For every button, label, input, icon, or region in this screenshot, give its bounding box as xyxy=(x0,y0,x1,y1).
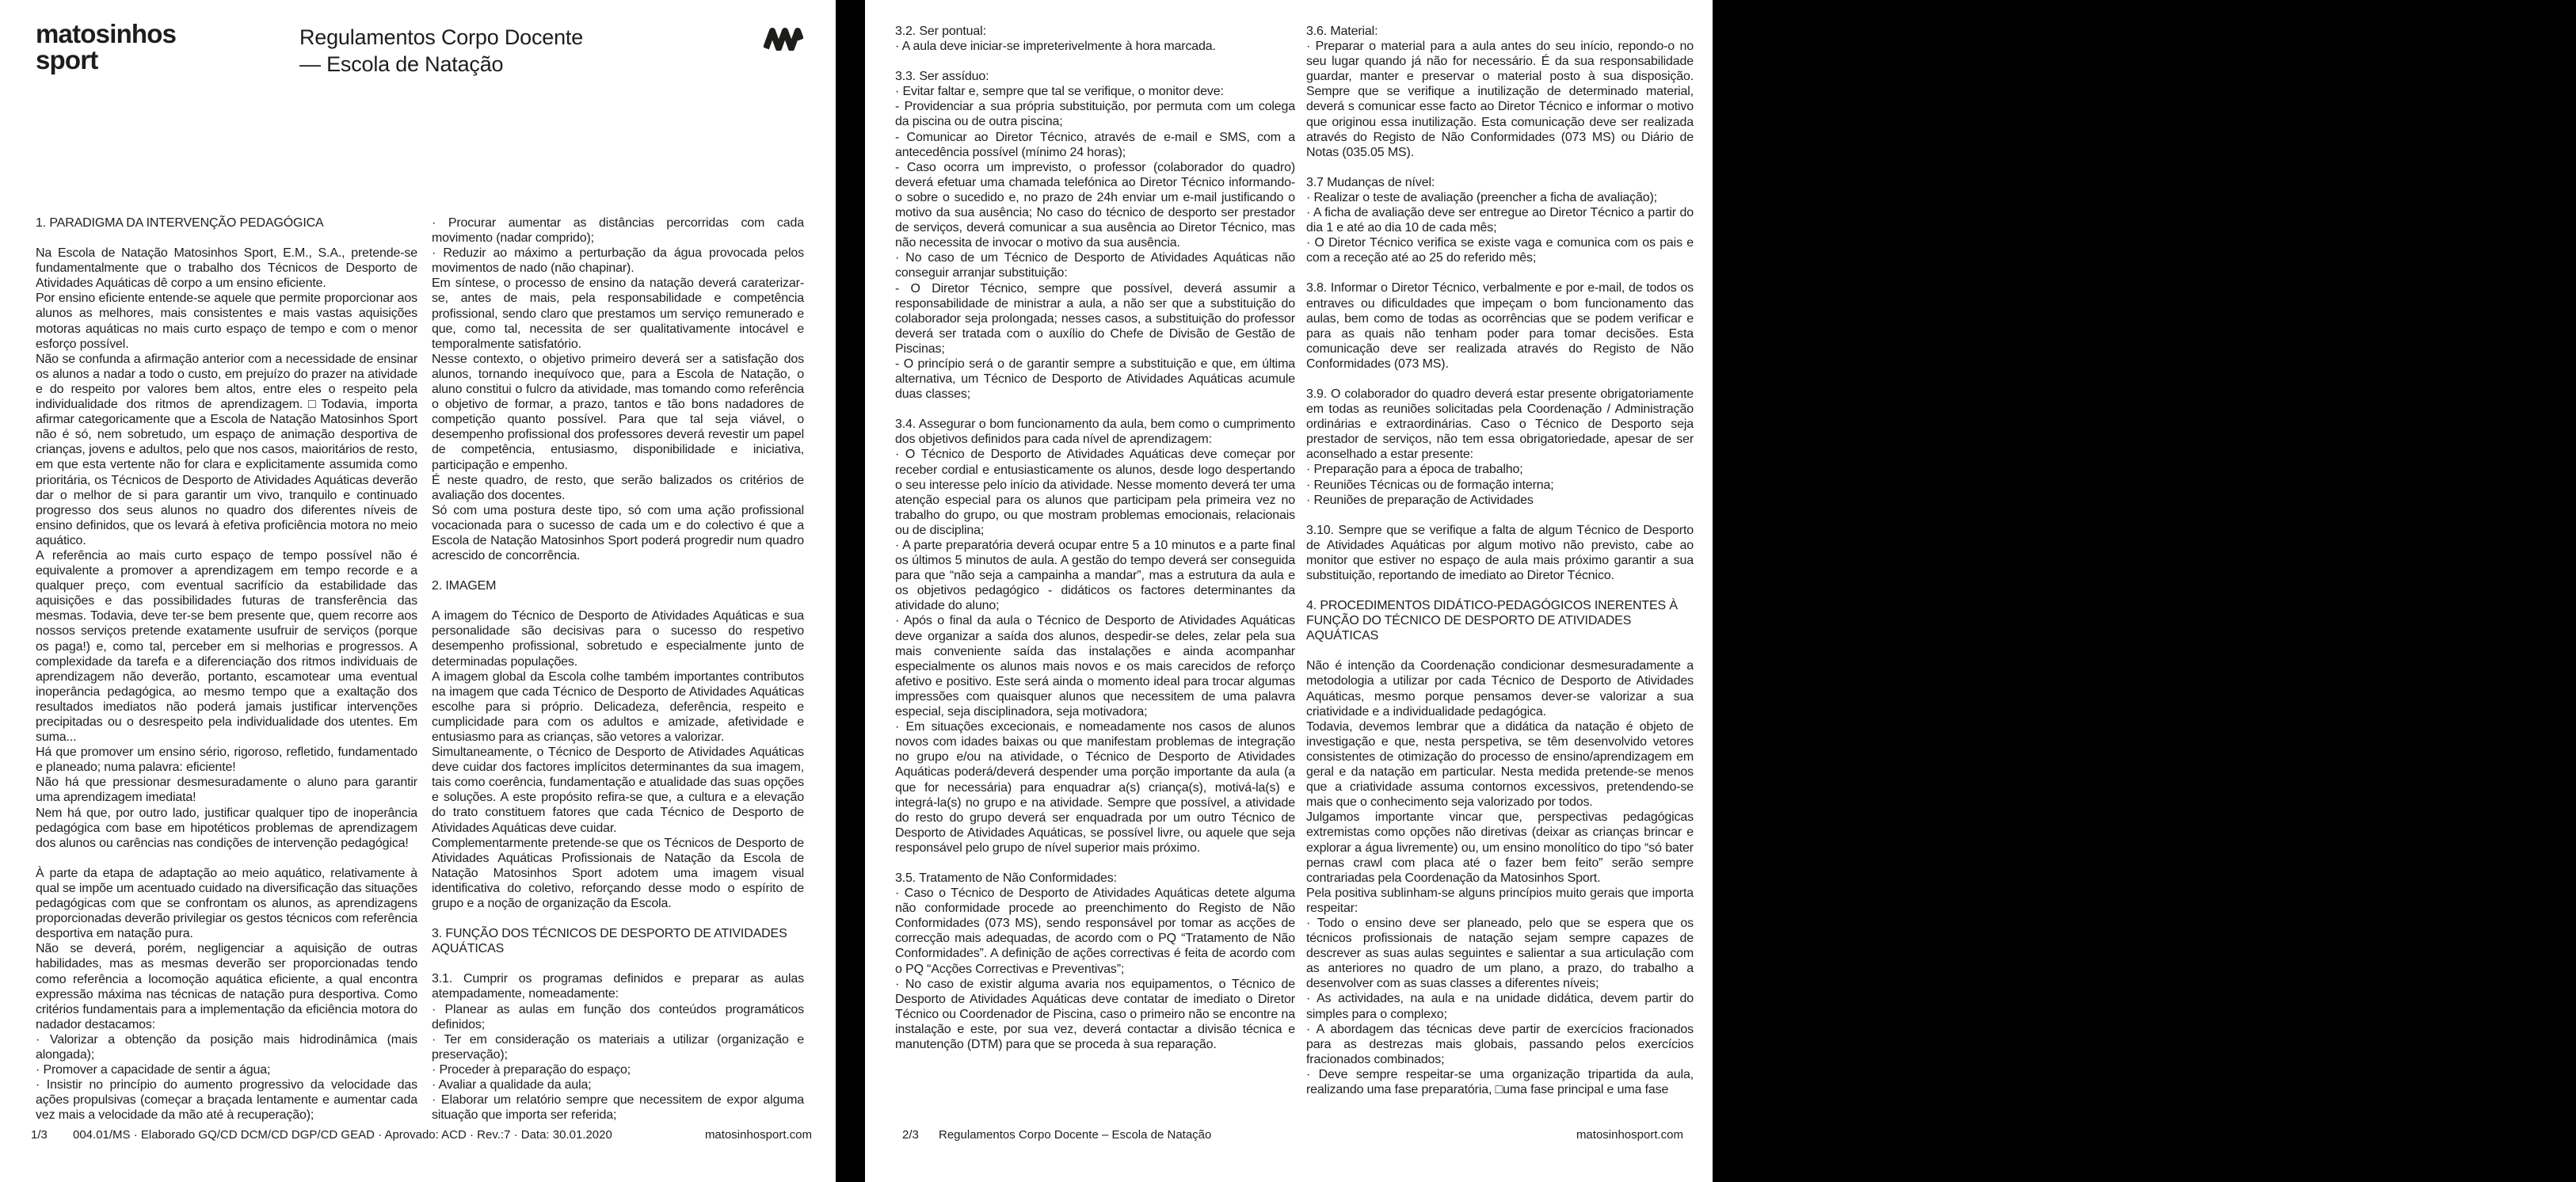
matosinhos-sport-wordmark xyxy=(36,21,176,73)
spacer xyxy=(432,563,804,578)
paragraph: · Todo o ensino deve ser planeado, pelo que se espera que os técnicos profissionais de natação sejam sempre capazes de descrever as suas aulas seguintes e salientar a sua articulação com as anteriores no quadro de um plano, a prazo, do trabalho a desenvolver com as suas classes a diferentes níveis; xyxy=(1306,916,1694,991)
paragraph: 3.9. O colaborador do quadro deverá estar presente obrigatoriamente em todas as reuniões solicitadas pela Coordenação / Administração ordinárias e extraordinárias. Caso o Técnico de Desporto seja prestador de serviços, não tem essa obrigatoriedade, apesar de ser aconselhado a estar presente: xyxy=(1306,387,1694,462)
page1-column-2 xyxy=(432,215,804,1123)
section-heading: 4. PROCEDIMENTOS DIDÁTICO-PEDAGÓGICOS INERENTES À FUNÇÃO DO TÉCNICO DE DESPORTO DE ATIVIDADES AQUÁTICAS xyxy=(1306,599,1678,643)
paragraph: · Após o final da aula o Técnico de Desporto de Atividades Aquáticas deve organizar a saída dos alunos, despedir-se deles, zelar pela sua mais conveniente saída das instalações e ainda acompanhar especialmente os alunos mais novos e os mais carecidos de reforço afetivo e positivo. Este será ainda o momento ideal para trocar algumas impressões com quaisquer alunos que necessitem de uma palavra especial, seja disciplinadora, seja motivadora; xyxy=(895,614,1295,719)
page-1 xyxy=(0,0,836,1182)
document-title xyxy=(299,24,583,78)
paragraph: 3.7 Mudanças de nível: xyxy=(1306,175,1435,189)
paragraph: · O Diretor Técnico verifica se existe vaga e comunica com os pais e com a receção até ao 25 do referido mês; xyxy=(1306,236,1694,265)
matosinhos-m-zigzag-icon xyxy=(764,27,803,51)
spacer xyxy=(1306,265,1694,280)
paragraph: · Promover a capacidade de sentir a água; xyxy=(36,1063,271,1077)
paragraph: Nem há que, por outro lado, justificar qualquer tipo de inoperância pedagógica com base em hipotéticos problemas de aprendizagem dos alunos ou carências nas condições de intervenção pedagógica! xyxy=(36,806,417,850)
paragraph: Simultaneamente, o Técnico de Desporto de Atividades Aquáticas deve cuidar dos factores implícitos determinantes da sua imagem, tais como coerência, fundamentação e atualidade das suas opções e soluções. A este propósito refira-se que, a cultura e a elevação do trato constituem fatores que cada Técnico de Desporto de Atividades Aquáticas deve cuidar. xyxy=(432,745,804,835)
paragraph: A referência ao mais curto espaço de tempo possível não é equivalente a promover a aprendizagem em tempo recorde e a qualquer preço, com eventual sacrifício da estabilidade das aquisições e das possibilidades futuras de transferência das mesmas. Todavia, deve ter-se bem presente que, quem recorre aos nossos serviços pretende exatamente usufruir de serviços (porque os paga!) e, como tal, perceber em si melhorias e progressos. A complexidade da tarefa e a diferenciação dos ritmos individuais de aprendizagem não deverão, portanto, escamotear uma eventual inoperância pedagógica, ao mesmo tempo que a exaltação dos resultados imediatos não poderá jamais justificar intervenções precipitadas ou o desrespeito pela individualidade dos utentes. Em suma... xyxy=(36,548,417,745)
page1-footer-info: 004.01/MS · Elaborado GQ/CD DCM/CD DGP/CD GEAD · Aprovado: ACD · Rev.:7 · Data: 30.01.2020 xyxy=(73,1128,612,1142)
paragraph: · Procurar aumentar as distâncias percorridas com cada movimento (nadar comprido); xyxy=(432,216,804,246)
paragraph: · No caso de existir alguma avaria nos equipamentos, o Técnico de Desporto de Atividades Aquáticas deve contatar de imediato o Diretor Técnico ou Coordenador de Piscina, caso o primeiro não se encontre na instalação e este, por sua vez, deverá contactar a divisão técnica e manutenção (DTM) para que se proceda à sua reparação. xyxy=(895,977,1295,1051)
paragraph: É neste quadro, de resto, que serão balizados os critérios de avaliação dos docentes. xyxy=(432,473,804,502)
spacer xyxy=(1306,583,1694,598)
section-heading: 3. FUNÇÃO DOS TÉCNICOS DE DESPORTO DE ATIVIDADES AQUÁTICAS xyxy=(432,927,787,956)
paragraph: · Reuniões Técnicas ou de formação interna; xyxy=(1306,478,1554,492)
paragraph: · Insistir no princípio do aumento progressivo da velocidade das ações propulsivas (começar a braçada lentamente e aumentar cada vez mais a velocidade da mão até à recuperação); xyxy=(36,1078,417,1123)
paragraph: · Proceder à preparação do espaço; xyxy=(432,1062,631,1077)
paragraph: · Avaliar a qualidade da aula; xyxy=(432,1077,592,1092)
paragraph: Complementarmente pretende-se que os Técnicos de Desporto de Atividades Aquáticas Profissionais de Natação da Escola de Natação Matosinhos Sport adotem uma imagem visual identificativa do coletivo, reforçando desse modo o espírito de grupo e a noção de organização da Escola. xyxy=(432,836,804,911)
paragraph: 3.4. Assegurar o bom funcionamento da aula, bem como o cumprimento dos objetivos definidos para cada nível de aprendizagem: xyxy=(895,418,1295,447)
paragraph: - O princípio será o de garantir sempre a substituição e que, em última alternativa, um Técnico de Desporto de Atividades Aquáticas acumule duas classes; xyxy=(895,357,1295,402)
paragraph: Só com uma postura deste tipo, só com uma ação profissional vocacionada para o sucesso de cada um e do colectivo é que a Escola de Natação Matosinhos Sport poderá progredir num quadro acrescido de concorrência. xyxy=(432,503,804,563)
paragraph: Nesse contexto, o objetivo primeiro deverá ser a satisfação dos alunos, tornando inequívoco que, para a Escola de Natação, o aluno constitui o fulcro da atividade, mas tomando como referência o objetivo de formar, a prazo, tantos e tão bons nadadores de competição quanto possível. Para que tal seja viável, o desempenho profissional dos professores deverá revestir um papel de competência, entusiasmo, disponibilidade e iniciativa, participação e empenho. xyxy=(432,352,804,472)
page2-page-number: 2/3 xyxy=(902,1128,919,1142)
paragraph: · Reuniões de preparação de Actividades xyxy=(1306,493,1534,507)
page2-body xyxy=(895,24,1694,1097)
brand-line-1: matosinhos xyxy=(36,19,177,48)
paragraph: A imagem do Técnico de Desporto de Atividades Aquáticas e sua personalidade são decisivas para o sucesso do respetivo desempenho profissional, sobretudo e especialmente junto de determinadas populações. xyxy=(432,609,804,669)
paragraph: · Elaborar um relatório sempre que necessitem de expor alguma situação que importa ser referida; xyxy=(432,1093,804,1123)
spacer xyxy=(432,956,804,971)
page2-column-1 xyxy=(895,24,1295,1097)
paragraph: 3.10. Sempre que se verifique a falta de algum Técnico de Desporto de Atividades Aquáticas por algum motivo não previsto, cabe ao monitor que estiver no espaço de aula mais próximo garantir a sua substituição, reportando de imediato ao Diretor Técnico. xyxy=(1306,523,1694,582)
paragraph: · Em situações excecionais, e nomeadamente nos casos de alunos novos com idades baixas ou que manifestam problemas de integração no grupo e/ou na atividade, o Técnico de Desporto de Atividades Aquáticas poderá/deverá despender uma porção importante da aula (a que for necessária) para enquadrar a(s) criança(s), motivá-la(s) e integrá-la(s) no grupo e na atividade. Sempre que possível, a atividade do resto do grupo deverá ser enquadrada por um outro Técnico de Desporto de Atividades Aquáticas, se possível livre, ou aquele que seja responsável pelo grupo de nível superior mais próximo. xyxy=(895,720,1295,855)
paragraph: 3.3. Ser assíduo: xyxy=(895,70,989,84)
paragraph: · Ter em consideração os materiais a utilizar (organização e preservação); xyxy=(432,1032,804,1062)
page-2 xyxy=(865,0,1713,1182)
paragraph: · A ficha de avaliação deve ser entregue ao Diretor Técnico a partir do dia 1 e até ao dia 10 de cada mês; xyxy=(1306,206,1694,235)
paragraph: 3.1. Cumprir os programas definidos e preparar as aulas atempadamente, nomeadamente: xyxy=(432,972,804,1001)
paragraph: - Comunicar ao Diretor Técnico, através de e-mail e SMS, com a antecedência possível (mínimo 24 horas); xyxy=(895,130,1295,159)
paragraph: · As actividades, na aula e na unidade didática, devem partir do simples para o complexo; xyxy=(1306,992,1694,1021)
paragraph: · A parte preparatória deverá ocupar entre 5 a 10 minutos e a parte final os últimos 5 minutos de aula. A gestão do tempo deverá ser conseguida para que “não seja a campainha a mandar”, mas a estrutura da aula e os objetivos pedagógico - didáticos os factores determinantes da atividade do aluno; xyxy=(895,539,1295,613)
paragraph: Todavia, devemos lembrar que a didática da natação é objeto de investigação e que, nesta perspetiva, se têm desenvolvido vetores consistentes de otimização do processo de ensino/aprendizagem em geral e da natação em particular. Nesta medida pretende-se menos que a criatividade assuma contornos excessivos, pretendendo-se mais que o conhecimento seja valorizado por todos. xyxy=(1306,719,1694,810)
page2-footer-info: Regulamentos Corpo Docente – Escola de Natação xyxy=(939,1128,1212,1142)
document-title-line1: Regulamentos Corpo Docente xyxy=(299,25,584,49)
spacer xyxy=(36,231,417,246)
paragraph: · O Técnico de Desporto de Atividades Aquáticas deve começar por receber cordial e entusiasticamente os alunos, desde logo despertando o seu interesse pelo início da atividade. Nesse momento deverá ter uma atenção especial para os alunos que participam pela primeira vez no trabalho do grupo, ou que mostram problemas emocionais, relacionais ou de disciplina; xyxy=(895,448,1295,537)
paragraph: - Caso ocorra um imprevisto, o professor (colaborador do quadro) deverá efetuar uma chamada telefónica ao Diretor Técnico informando-o sobre o sucedido e, no prazo de 24h enviar um e-mail justificando o motivo da sua ausência; No caso do técnico de desporto ser prestador de serviços, deverá comunicar a sua ausência ao Diretor Técnico, mas não necessita de invocar o motivo da sua ausência. xyxy=(895,160,1295,250)
paragraph: Não há que pressionar desmesuradamente o aluno para garantir uma aprendizagem imediata! xyxy=(36,776,417,805)
paragraph: Não é intenção da Coordenação condicionar desmesuradamente a metodologia a utilizar por cada Técnico de Desporto de Atividades Aquáticas, mesmo porque pensamos dever-se valorizar a sua criatividade e a individualidade pedagógica. xyxy=(1306,659,1694,719)
section-heading: 1. PARADIGMA DA INTERVENÇÃO PEDAGÓGICA xyxy=(36,216,324,230)
paragraph: · No caso de um Técnico de Desporto de Atividades Aquáticas não conseguir arranjar substituição: xyxy=(895,251,1295,280)
brand-line-2: sport xyxy=(36,45,98,74)
paragraph: 3.8. Informar o Diretor Técnico, verbalmente e por e-mail, de todos os entraves ou dificuldades que impeçam o bom funcionamento das aulas, bem como de todas as ocorrências que se podem verificar e para as quais não tenham poder para tomar decisões. Esta comunicação deve ser realizada através do Registo de Não Conformidades (073 MS). xyxy=(1306,281,1694,371)
paragraph: · Deve sempre respeitar-se uma organização tripartida da aula, realizando uma fase preparatória, □uma fase principal e uma fase xyxy=(1306,1067,1694,1096)
paragraph: A imagem global da Escola colhe também importantes contributos na imagem que cada Técnico de Desporto de Atividades Aquáticas escolhe para si próprio. Delicadeza, deferência, respeito e cumplicidade para com os adultos e amizade, afetividade e entusiasmo para as crianças, são vetores a valorizar. xyxy=(432,669,804,744)
paragraph: À parte da etapa de adaptação ao meio aquático, relativamente à qual se impõe um acentuado cuidado na diversificação das situações pedagógicas com que se confrontam os alunos, as aprendizagens proporcionadas deverão privilegiar os gestos técnicos com referência desportiva em natação pura. xyxy=(36,866,417,941)
paragraph: Por ensino eficiente entende-se aquele que permite proporcionar aos alunos as melhores, mais consistentes e mais vastas aquisições motoras aquáticas no mais curto espaço de tempo e com o menor esforço possível. xyxy=(36,292,417,351)
paragraph: Pela positiva sublinham-se alguns princípios muito gerais que importa respeitar: xyxy=(1306,886,1694,915)
paragraph: 3.5. Tratamento de Não Conformidades: xyxy=(895,871,1117,885)
paragraph: Não se deverá, porém, negligenciar a aquisição de outras habilidades, mas as mesmas deverão ser proporcionadas tendo como referência a locomoção aquática eficiente, a qual encontra expressão máxima nas técnicas de natação pura desportiva. Como critérios fundamentais para a implementação da eficiência motora do nadador destacamos: xyxy=(36,942,417,1031)
paragraph: · Valorizar a obtenção da posição mais hidrodinâmica (mais alongada); xyxy=(36,1032,417,1062)
paragraph: Há que promover um ensino sério, rigoroso, refletido, fundamentado e planeado; numa palavra: eficiente! xyxy=(36,745,417,775)
spacer xyxy=(36,851,417,866)
spacer xyxy=(895,402,1295,417)
paragraph: 3.2. Ser pontual: xyxy=(895,25,986,38)
page1-page-number: 1/3 xyxy=(31,1128,48,1142)
paragraph: Não se confunda a afirmação anterior com a necessidade de ensinar os alunos a nadar a todo o custo, em prejuízo do prazer na atividade e do respeito por valores bem altos, entre eles o respeito pela individualidade dos ritmos de aprendizagem.□Todavia, importa afirmar categoricamente que a Escola de Natação Matosinhos Sport não é só, nem sobretudo, um espaço de animação desportiva de crianças, jovens e adultos, pelo que nos casos, maioritários de resto, em que esta vertente não for clara e explicitamente assumida como prioritária, os Técnicos de Desporto de Atividades Aquáticas deverão dar o melhor de si para garantir um vivo, tranquilo e continuado progresso dos seus alunos no quadro dos diferentes níveis de ensino definidos, que os levará à efetiva proficiência motora no meio aquático. xyxy=(36,352,417,547)
paragraph: 3.6. Material: xyxy=(1306,25,1378,38)
paragraph: Em síntese, o processo de ensino da natação deverá caraterizar-se, antes de mais, pela responsabilidade e competência profissional, sendo claro que prestamos um serviço remunerado e que, como tal, necessita de ser qualitativamente intocável e temporalmente satisfatório. xyxy=(432,276,804,351)
paragraph: · A abordagem das técnicas deve partir de exercícios fracionados para as destrezas mais globais, passando pelos exercícios fracionados combinados; xyxy=(1306,1022,1694,1066)
paragraph: · Preparação para a época de trabalho; xyxy=(1306,463,1523,477)
paragraph: · Realizar o teste de avaliação (preencher a ficha de avaliação); xyxy=(1306,190,1657,204)
page2-footer-website: matosinhosport.com xyxy=(1576,1128,1683,1142)
spacer xyxy=(432,593,804,608)
page2-column-2 xyxy=(1306,24,1694,1097)
spacer xyxy=(895,54,1295,69)
paragraph: · Planear as aulas em função dos conteúdos programáticos definidos; xyxy=(432,1002,804,1031)
paragraph: · Reduzir ao máximo a perturbação da água provocada pelos movimentos de nado (não chapinar). xyxy=(432,246,804,276)
paragraph: Julgamos importante vincar que, perspectivas pedagógicas extremistas como opções não diretivas (deixar as crianças brincar e explorar a água livremente) ou, um ensino monolítico do tipo “só bater pernas crawl com placa até o fazer bem feito” serão sempre contrariadas pela Coordenação da Matosinhos Sport. xyxy=(1306,810,1694,885)
spacer xyxy=(1306,160,1694,175)
spacer xyxy=(1306,372,1694,387)
paragraph: - O Diretor Técnico, sempre que possível, deverá assumir a responsabilidade de ministrar a aula, a não ser que a substituição do colaborador seja prolongada; nesses casos, a substituição do professor deverá ser tratada com o auxílio do Chefe de Divisão de Gestão de Piscinas; xyxy=(895,281,1295,356)
document-title-line2: — Escola de Natação xyxy=(299,52,504,76)
paragraph: · Evitar faltar e, sempre que tal se verifique, o monitor deve: xyxy=(895,85,1224,99)
spacer xyxy=(1306,643,1694,658)
spacer xyxy=(432,911,804,926)
spacer xyxy=(895,856,1295,871)
paragraph: - Providenciar a sua própria substituição, por permuta com um colega da piscina ou de outra piscina; xyxy=(895,100,1295,129)
paragraph: · Preparar o material para a aula antes do seu início, repondo-o no seu lugar quando já não for necessário. É da sua responsabilidade guardar, manter e preservar o material posto à sua disposição. Sempre que se verifique a inutilização de determinado material, deverá s comunicar esse facto ao Diretor Técnico e informar o motivo que originou essa inutilização. Esta comunicação deve ser realizada através do Registo de Não Conformidades (073 MS) ou Diário de Notas (035.05 MS). xyxy=(1306,40,1694,159)
section-heading: 2. IMAGEM xyxy=(432,579,497,593)
page1-footer-website: matosinhosport.com xyxy=(704,1128,812,1142)
page1-body xyxy=(36,215,804,1123)
paragraph: · A aula deve iniciar-se impreterivelmente à hora marcada. xyxy=(895,40,1216,54)
page1-column-1 xyxy=(36,215,417,1123)
paragraph: · Caso o Técnico de Desporto de Atividades Aquáticas detete alguma não conformidade procede ao preenchimento do Registo de Não Conformidades (073 MS), sendo responsável por tomar as acções de correcção mais adequadas, de acordo com o PQ “Tratamento de Não Conformidades”. A definição de ações correctivas é feita de acordo com o PQ “Acções Correctivas e Preventivas”; xyxy=(895,886,1295,976)
spacer xyxy=(1306,508,1694,523)
paragraph: Na Escola de Natação Matosinhos Sport, E.M., S.A., pretende-se fundamentalmente que o trabalho dos Técnicos de Desporto de Atividades Aquáticas dê corpo a um ensino eficiente. xyxy=(36,246,417,291)
